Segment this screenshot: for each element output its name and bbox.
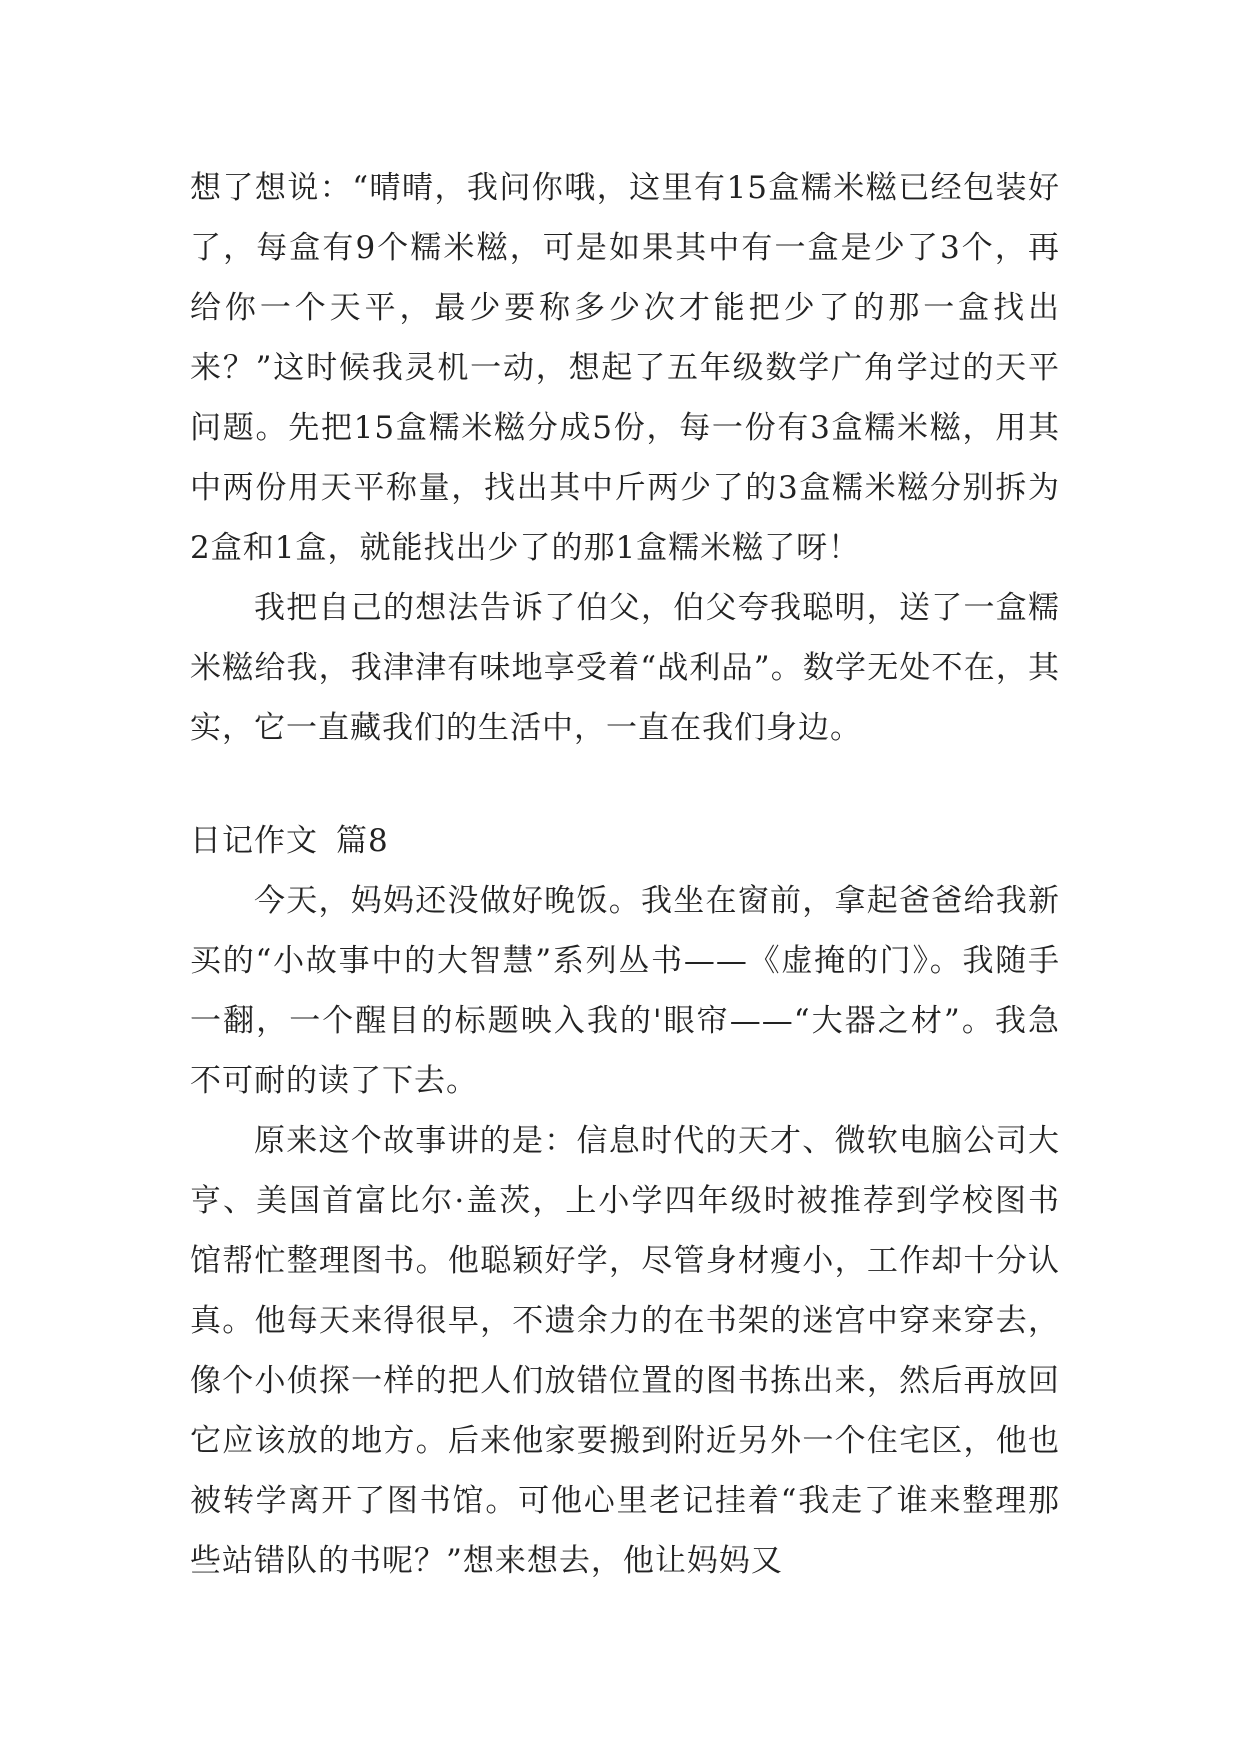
- section-title: 日记作文: [190, 823, 318, 859]
- section-heading: [190, 811, 1060, 871]
- paragraph-story: 原来这个故事讲的是：信息时代的天才、微软电脑公司大亨、美国首富比尔·盖茨，上小学四年级时被推荐到学校图书馆帮忙整理图书。他聪颖好学，尽管身材瘦小，工作却十分认真。他每天来得很早，不遗余力的在书架的迷宫中穿来穿去，像个小侦探一样的把人们放错位置的图书拣出来，然后再放回它应该放的地方。后来他家要搬到附近另外一个住宅区，他也被转学离开了图书馆。可他心里老记挂着“我走了谁来整理那些站错队的书呢？”想来想去，他让妈妈又: [190, 1123, 1060, 1579]
- paragraph-intro: 今天，妈妈还没做好晚饭。我坐在窗前，拿起爸爸给我新买的“小故事中的大智慧”系列丛书——《虚掩的门》。我随手一翻，一个醒目的标题映入我的'眼帘——“大器之材”。我急不可耐的读了下去。: [190, 883, 1060, 1099]
- paragraph-puzzle: 想了想说：“晴晴，我问你哦，这里有15盒糯米糍已经包装好了，每盒有9个糯米糍，可是如果其中有一盒是少了3个，再给你一个天平，最少要称多少次才能把少了的那一盒找出来？”这时候我灵机一动，想起了五年级数学广角学过的天平问题。先把15盒糯米糍分成5份，每一份有3盒糯米糍，用其中两份用天平称量，找出其中斤两少了的3盒糯米糍分别拆为2盒和1盒，就能找出少了的那1盒糯米糍了呀！: [190, 170, 1060, 566]
- section-number: 篇8: [336, 823, 389, 859]
- paragraph-conclusion: 我把自己的想法告诉了伯父，伯父夸我聪明，送了一盒糯米糍给我，我津津有味地享受着“战利品”。数学无处不在，其实，它一直藏我们的生活中，一直在我们身边。: [190, 590, 1060, 746]
- document-body: [190, 158, 1060, 1591]
